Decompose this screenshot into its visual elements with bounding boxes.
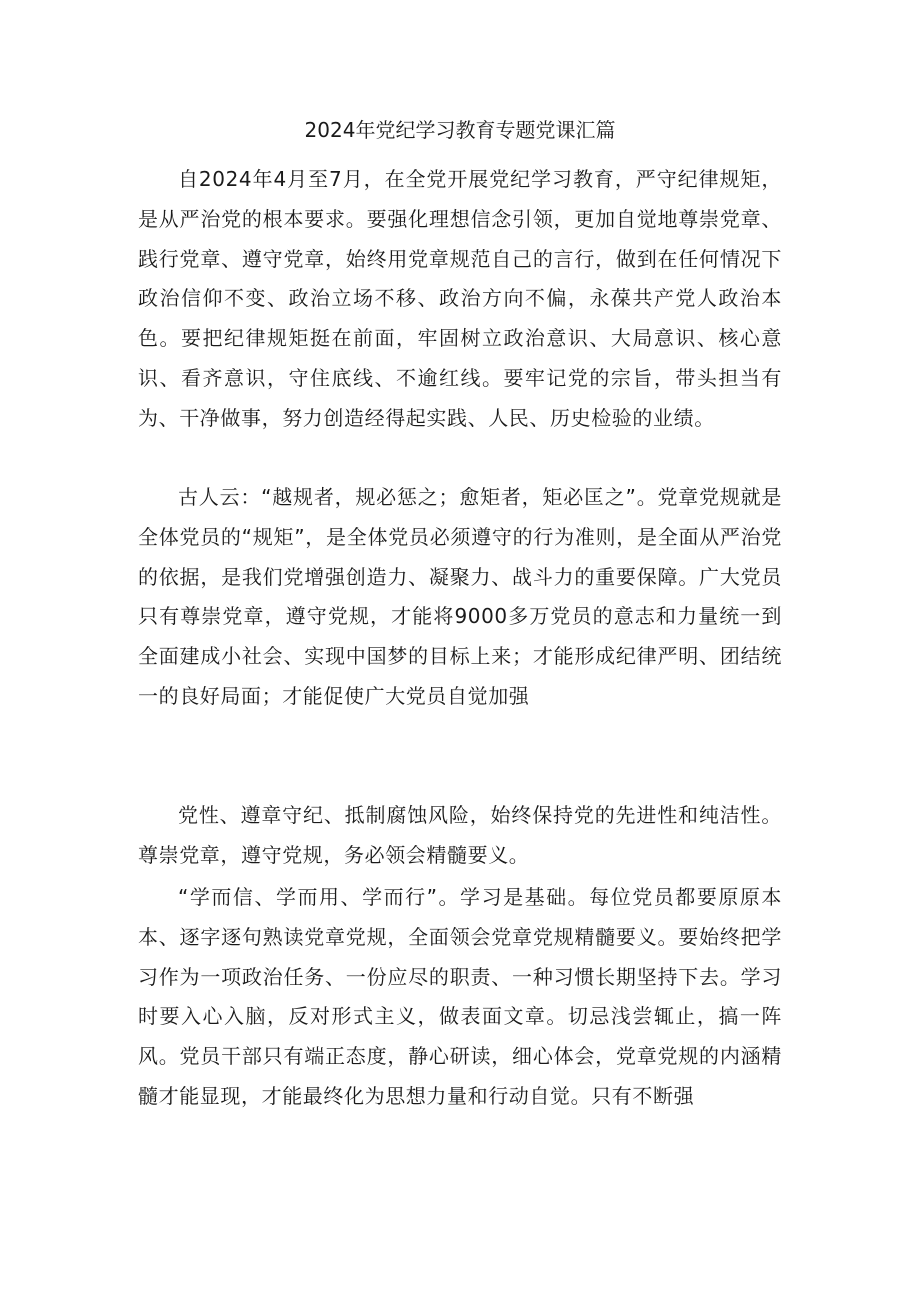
document-title: 2024年党纪学习教育专题党课汇篇 [304,118,616,142]
paragraph-party-spirit: 党性、遵章守纪、抵制腐蚀风险，始终保持党的先进性和纯洁性。尊崇党章，遵守党规，务必领会精髓要义。 [138,803,782,867]
paragraph-study: “学而信、学而用、学而行”。学习是基础。每位党员都要原原本本、逐字逐句熟读党章党规，全面领会党章党规精髓要义。要始终把学习作为一项政治任务、一份应尽的职责、一种习惯长期坚持下去。学习时要入心入脑，反对形式主义，做表面文章。切忌浅尝辄止，搞一阵风。党员干部只有端正态度，静心研读，细心体会，党章党规的内涵精髓才能显现，才能最终化为思想力量和行动自觉。只有不断强 [138,885,782,1108]
paragraph-ancient-saying: 古人云：“越规者，规必惩之；愈矩者，矩必匡之”。党章党规就是全体党员的“规矩”，是全体党员必须遵守的行为准则，是全面从严治党的依据，是我们党增强创造力、凝聚力、战斗力的重要保障。广大党员只有尊崇党章，遵守党规，才能将9000多万党员的意志和力量统一到全面建成小社会、实现中国梦的目标上来；才能形成纪律严明、团结统一的良好局面；才能促使广大党员自觉加强 [138,485,782,708]
paragraph-intro: 自2024年4月至7月，在全党开展党纪学习教育，严守纪律规矩，是从严治党的根本要求。要强化理想信念引领，更加自觉地尊崇党章、践行党章、遵守党章，始终用党章规范自己的言行，做到在任何情况下政治信仰不变、政治立场不移、政治方向不偏，永葆共产党人政治本色。要把纪律规矩挺在前面，牢固树立政治意识、大局意识、核心意识、看齐意识，守住底线、不逾红线。要牢记党的宗旨，带头担当有为、干净做事，努力创造经得起实践、人民、历史检验的业绩。 [138,167,782,430]
